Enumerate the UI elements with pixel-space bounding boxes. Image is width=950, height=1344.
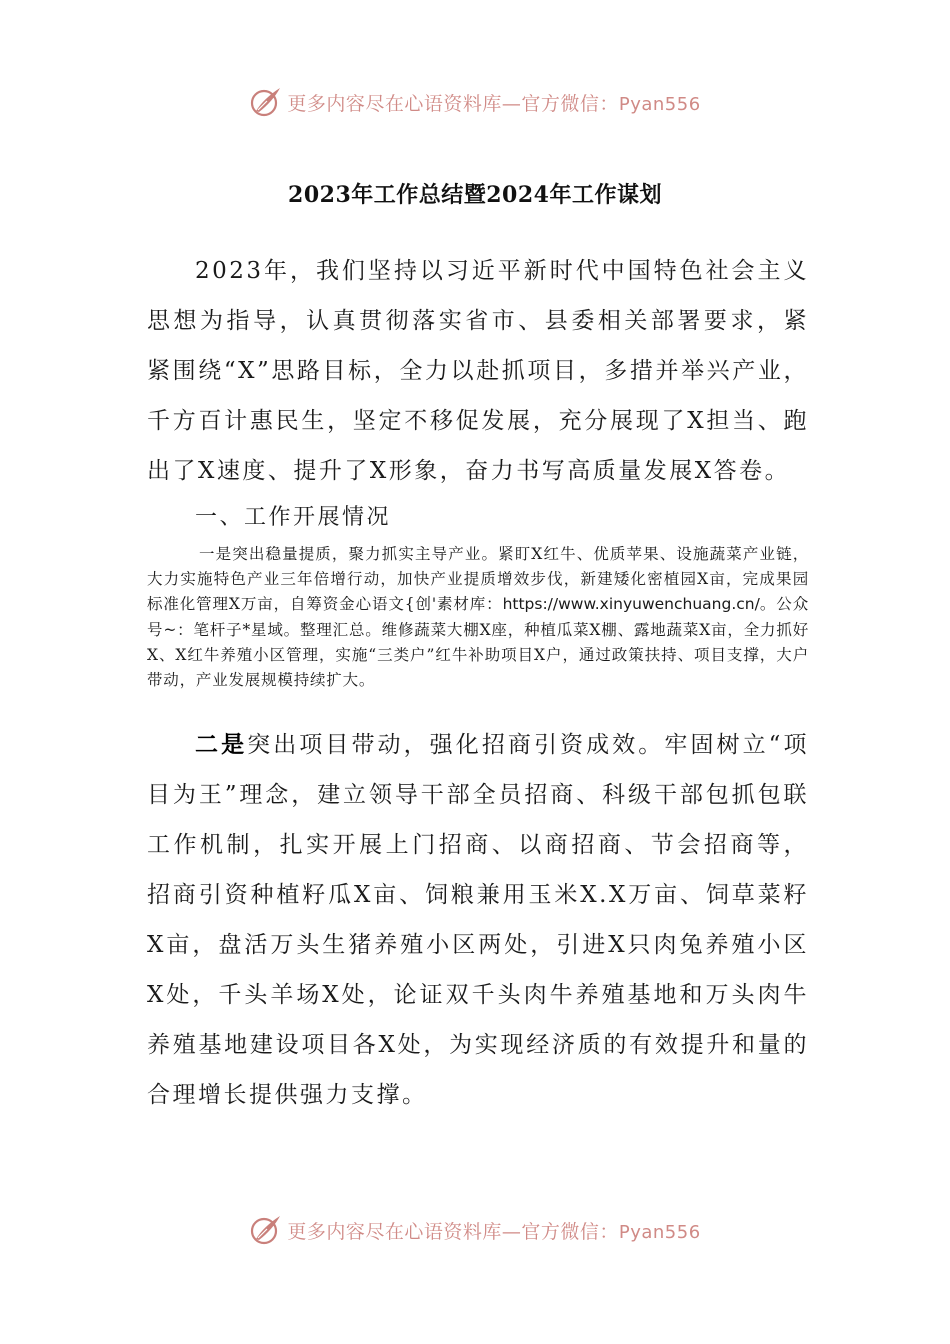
item-one-paragraph: 一是突出稳量提质，聚力抓实主导产业。紧盯X红牛、优质苹果、设施蔬菜产业链，大力实施特色产业三年倍增行动，加快产业提质增效步伐，新建矮化密植园X亩，完成果园标准化管理X万亩，自筹资金心语文{创'素材库：https://www.xinyuwenchuang.cn/。公众号~：笔杆子*星域。整理汇总。维修蔬菜大棚X座，种植瓜菜X棚、露地蔬菜X亩，全力抓好X、X红牛养殖小区管理，实施“三类户”红牛补助项目X户，通过政策扶持、项目支撑，大户带动，产业发展规模持续扩大。 bbox=[147, 545, 809, 690]
watermark-text: 更多内容尽在心语资料库—官方微信：Pyan556 bbox=[287, 1220, 701, 1243]
document-title: 2023年工作总结暨2024年工作谋划 bbox=[288, 182, 662, 208]
section-heading: 一、工作开展情况 bbox=[195, 505, 392, 530]
item-one-url: https://www.xinyuwenchuang.cn/ bbox=[502, 595, 760, 614]
quill-logo-icon bbox=[249, 85, 283, 119]
item-two-paragraph bbox=[147, 720, 809, 1120]
watermark-header bbox=[0, 80, 950, 124]
watermark-wechat-id: Pyan556 bbox=[618, 1221, 701, 1243]
watermark-text: 更多内容尽在心语资料库—官方微信：Pyan556 bbox=[287, 92, 701, 115]
quill-logo-icon bbox=[249, 1213, 283, 1247]
item-two-lead: 二是 bbox=[195, 731, 248, 758]
watermark-footer bbox=[0, 1208, 950, 1252]
watermark-wechat-id: Pyan556 bbox=[618, 93, 701, 115]
item-two-text: 突出项目带动，强化招商引资成效。牢固树立“项目为王”理念，建立领导干部全员招商、科级干部包抓包联工作机制，扎实开展上门招商、以商招商、节会招商等，招商引资种植籽瓜X亩、饲粮兼用玉米X.X万亩、饲草菜籽X亩，盘活万头生猪养殖小区两处，引进X只肉兔养殖小区X处，千头羊场X处，论证双千头肉牛养殖基地和万头肉牛养殖基地建设项目各X处，为实现经济质的有效提升和量的合理增长提供强力支撑。 bbox=[147, 732, 809, 1108]
intro-paragraph: 2023年，我们坚持以习近平新时代中国特色社会主义思想为指导，认真贯彻落实省市、县委相关部署要求，紧紧围绕“X”思路目标，全力以赴抓项目，多措并举兴产业，千方百计惠民生，坚定不移促发展，充分展现了X担当、跑出了X速度、提升了X形象，奋力书写高质量发展X答卷。 bbox=[147, 258, 809, 484]
